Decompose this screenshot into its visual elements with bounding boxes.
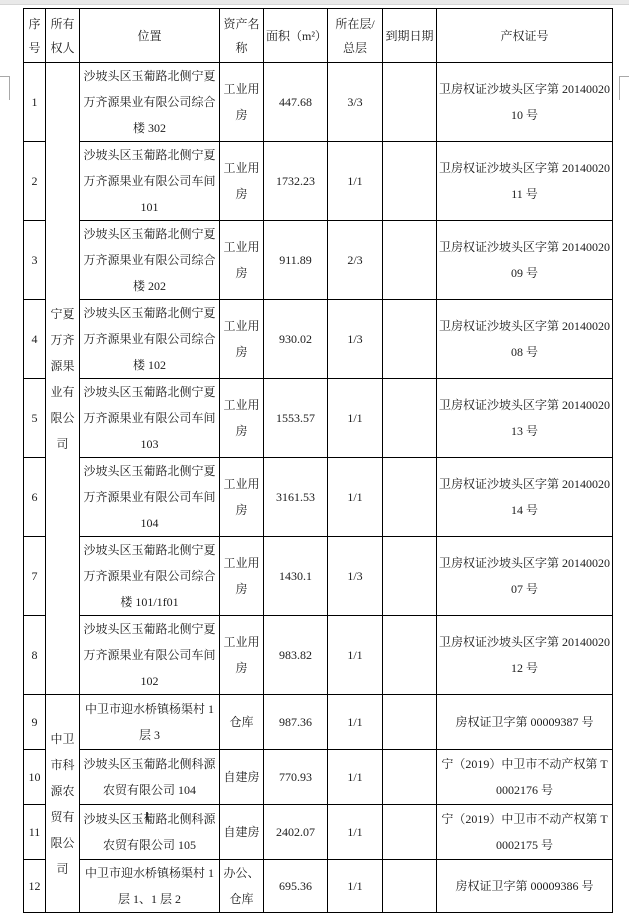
table-row (24, 695, 613, 750)
cell-area: 1430.1 (264, 537, 328, 616)
cell-cert: 宁（2019）中卫市不动产权第 T0002175 号 (437, 805, 613, 860)
cell-area: 3161.53 (264, 458, 328, 537)
cell-asset: 工业用房 (220, 221, 264, 300)
cell-asset: 自建房 (220, 750, 264, 805)
table-header-row (24, 9, 613, 63)
cell-asset: 办公、仓库 (220, 860, 264, 913)
cell-cert: 卫房权证沙坡头区字第 2014002013 号 (437, 379, 613, 458)
header-seq: 序号 (24, 9, 46, 63)
cell-floor: 1/3 (328, 300, 383, 379)
cell-location: 沙坡头区玉葡路北侧科源农贸有限公司 104 (80, 750, 220, 805)
cell-area: 447.68 (264, 63, 328, 142)
cell-expiry (383, 537, 437, 616)
header-location: 位置 (80, 9, 220, 63)
cell-location: 沙坡头区玉葡路北侧科源农贸有限公司 105 (80, 805, 220, 860)
cell-area: 987.36 (264, 695, 328, 750)
cell-seq: 9 (24, 695, 46, 750)
table-row (24, 750, 613, 805)
cell-location: 沙坡头区玉葡路北侧宁夏万齐源果业有限公司车间 104 (80, 458, 220, 537)
cell-location: 沙坡头区玉葡路北侧宁夏万齐源果业有限公司车间 102 (80, 616, 220, 695)
cell-seq: 11 (24, 805, 46, 860)
cell-location: 沙坡头区玉葡路北侧宁夏万齐源果业有限公司车间 103 (80, 379, 220, 458)
cell-seq: 3 (24, 221, 46, 300)
cell-floor: 2/3 (328, 221, 383, 300)
cell-location: 沙坡头区玉葡路北侧宁夏万齐源果业有限公司综合楼 302 (80, 63, 220, 142)
cell-floor: 1/1 (328, 142, 383, 221)
cell-seq: 2 (24, 142, 46, 221)
cell-expiry (383, 616, 437, 695)
cell-asset: 工业用房 (220, 63, 264, 142)
cell-location: 沙坡头区玉葡路北侧宁夏万齐源果业有限公司综合楼 102 (80, 300, 220, 379)
cell-asset: 工业用房 (220, 142, 264, 221)
cell-seq: 6 (24, 458, 46, 537)
cell-floor: 1/1 (328, 750, 383, 805)
cell-area: 1553.57 (264, 379, 328, 458)
page-margin-mark-right (619, 76, 629, 100)
cell-area: 1732.23 (264, 142, 328, 221)
cell-floor: 1/1 (328, 805, 383, 860)
cell-location: 中卫市迎水桥镇杨渠村 1 层 3 (80, 695, 220, 750)
cell-cert: 卫房权证沙坡头区字第 2014002012 号 (437, 616, 613, 695)
cell-floor: 3/3 (328, 63, 383, 142)
cell-expiry (383, 300, 437, 379)
cell-owner-2: 中卫市科源农贸有限公司 (46, 695, 80, 913)
cell-floor: 1/1 (328, 458, 383, 537)
cell-cert: 卫房权证沙坡头区字第 2014002007 号 (437, 537, 613, 616)
cell-expiry (383, 750, 437, 805)
cell-location: 沙坡头区玉葡路北侧宁夏万齐源果业有限公司综合楼 101/1f01 (80, 537, 220, 616)
cell-area: 695.36 (264, 860, 328, 913)
cell-floor: 1/1 (328, 695, 383, 750)
table-row (24, 458, 613, 537)
cell-location: 沙坡头区玉葡路北侧宁夏万齐源果业有限公司综合楼 202 (80, 221, 220, 300)
cell-asset: 仓库 (220, 695, 264, 750)
cell-cert: 房权证卫字第 00009387 号 (437, 695, 613, 750)
cell-seq: 5 (24, 379, 46, 458)
cell-asset: 工业用房 (220, 300, 264, 379)
cell-cert: 卫房权证沙坡头区字第 2014002008 号 (437, 300, 613, 379)
table-row (24, 63, 613, 142)
table-row (24, 537, 613, 616)
header-asset: 资产名称 (220, 9, 264, 63)
cell-cert: 卫房权证沙坡头区字第 2014002010 号 (437, 63, 613, 142)
window-top-strip (0, 0, 629, 5)
cell-expiry (383, 221, 437, 300)
table-row (24, 300, 613, 379)
cell-expiry (383, 805, 437, 860)
cell-expiry (383, 695, 437, 750)
cell-floor: 1/1 (328, 379, 383, 458)
table-row (24, 142, 613, 221)
header-owner: 所有权人 (46, 9, 80, 63)
cell-location: 中卫市迎水桥镇杨渠村 1 层 1、1 层 2 (80, 860, 220, 913)
table-row (24, 860, 613, 913)
cell-cert: 卫房权证沙坡头区字第 2014002011 号 (437, 142, 613, 221)
header-area: 面积（m²） (264, 9, 328, 63)
cell-cert: 宁（2019）中卫市不动产权第 T0002176 号 (437, 750, 613, 805)
cell-seq: 4 (24, 300, 46, 379)
table-row (24, 221, 613, 300)
cell-area: 930.02 (264, 300, 328, 379)
cell-expiry (383, 142, 437, 221)
cell-asset: 工业用房 (220, 458, 264, 537)
cell-floor: 1/1 (328, 616, 383, 695)
cell-floor: 1/1 (328, 860, 383, 913)
cell-seq: 12 (24, 860, 46, 913)
header-floor: 所在层/总层 (328, 9, 383, 63)
cell-seq: 8 (24, 616, 46, 695)
asset-table (23, 8, 613, 913)
cell-cert: 卫房权证沙坡头区字第 2014002009 号 (437, 221, 613, 300)
cell-asset: 工业用房 (220, 537, 264, 616)
cell-cert: 卫房权证沙坡头区字第 2014002014 号 (437, 458, 613, 537)
header-cert: 产权证号 (437, 9, 613, 63)
cell-asset: 工业用房 (220, 616, 264, 695)
cell-asset: 自建房 (220, 805, 264, 860)
cell-floor: 1/3 (328, 537, 383, 616)
table-row (24, 379, 613, 458)
page-margin-mark-left (0, 76, 10, 100)
cell-area: 770.93 (264, 750, 328, 805)
cell-asset: 工业用房 (220, 379, 264, 458)
header-expiry: 到期日期 (383, 9, 437, 63)
cell-expiry (383, 379, 437, 458)
cell-expiry (383, 860, 437, 913)
table-row (24, 616, 613, 695)
cell-area: 2402.07 (264, 805, 328, 860)
cell-area: 911.89 (264, 221, 328, 300)
cell-cert: 房权证卫字第 00009386 号 (437, 860, 613, 913)
cell-location: 沙坡头区玉葡路北侧宁夏万齐源果业有限公司车间 101 (80, 142, 220, 221)
cell-seq: 7 (24, 537, 46, 616)
cell-expiry (383, 63, 437, 142)
cell-expiry (383, 458, 437, 537)
cell-owner-1: 宁夏万齐源果业有限公司 (46, 63, 80, 695)
table-row (24, 805, 613, 860)
cell-area: 983.82 (264, 616, 328, 695)
cell-seq: 10 (24, 750, 46, 805)
cell-seq: 1 (24, 63, 46, 142)
